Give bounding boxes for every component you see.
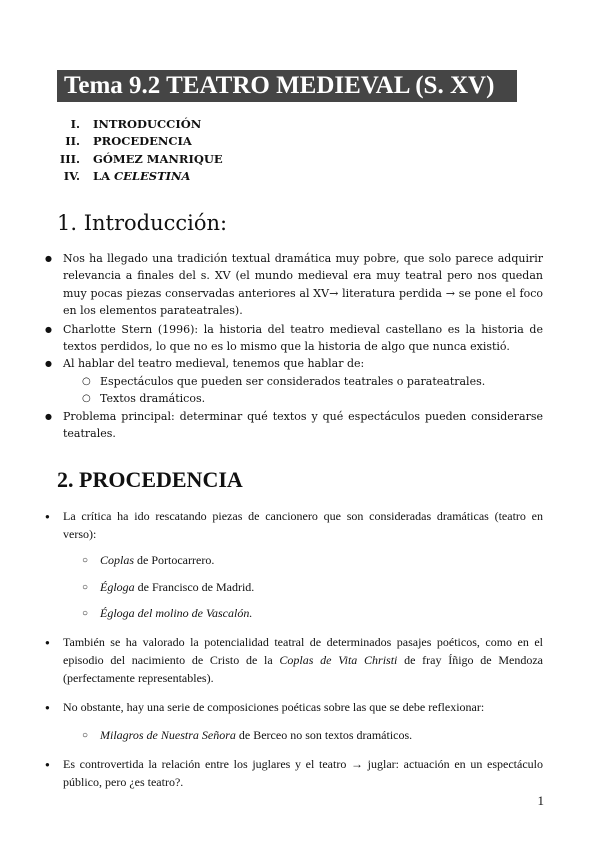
toc-number: III.	[59, 151, 80, 166]
work-author: de Francisco de Madrid.	[134, 579, 255, 594]
list-item: ● No obstante, hay una serie de composiciones poéticas sobre las que se debe reflexionar:	[0, 699, 543, 717]
procedencia-list	[0, 508, 543, 791]
sub-list-item	[0, 727, 543, 744]
table-of-contents	[50, 115, 223, 185]
work-title: Égloga	[100, 579, 135, 594]
toc-text-prefix: LA	[93, 169, 115, 184]
section-heading-procedencia: 2. PROCEDENCIA	[57, 467, 243, 492]
toc-number: IV.	[63, 169, 80, 184]
toc-text	[93, 169, 190, 183]
sub-list-item	[0, 552, 543, 569]
text-part: También se ha valorado la potencialidad teatral de determinados pasajes poéticos, como en el episodio del nacimiento de Cristo de la	[63, 635, 543, 667]
page-number: 1	[537, 793, 544, 808]
sub-list-item: ○ Textos dramáticos.	[0, 390, 543, 407]
toc-text: PROCEDENCIA	[93, 134, 192, 149]
list-item: ● Al hablar del teatro medieval, tenemos que hablar de:	[0, 355, 543, 372]
work-title: Coplas de Vita Christi	[279, 653, 398, 667]
toc-text: GÓMEZ MANRIQUE	[93, 151, 223, 166]
work-title: Égloga del molino de Vascalón.	[100, 606, 253, 620]
text-part: de fray Íñigo de Mendoza (perfectamente representables).	[63, 653, 543, 685]
list-item	[0, 634, 543, 687]
list-item: ● Charlotte Stern (1996): la historia del teatro medieval castellano es la historia de textos perdidos, lo que no es lo mismo que la historia de algo que nunca existió.	[0, 321, 543, 356]
sub-list-item	[0, 605, 543, 622]
work-author: de Berceo no son textos dramáticos.	[235, 727, 413, 742]
work-title: Coplas	[100, 553, 135, 568]
toc-item	[50, 150, 223, 168]
list-item: ● Problema principal: determinar qué textos y qué espectáculos pueden considerarse teatrales.	[0, 408, 543, 443]
toc-item	[50, 133, 223, 151]
list-item: ● Nos ha llegado una tradición textual dramática muy pobre, que solo parece adquirir relevancia a finales del s. XV (el mundo medieval era muy teatral pero nos quedan muy pocas piezas conservadas anteriores al XV→ literatura perdida → se pone el foco en los elementos parateatrales).	[0, 250, 543, 320]
list-item: ● La crítica ha ido rescatando piezas de cancionero que son consideradas dramáticas (teatro en verso):	[0, 508, 543, 543]
work-author: de Portocarrero.	[134, 553, 215, 568]
toc-text-italic: CELESTINA	[114, 169, 191, 184]
sub-list-item	[0, 579, 543, 596]
list-item: ● Es controvertida la relación entre los juglares y el teatro → juglar: actuación en un espectáculo público, pero ¿es teatro?.	[0, 756, 543, 791]
toc-number: I.	[70, 116, 80, 131]
toc-item	[50, 168, 223, 186]
toc-text: INTRODUCCIÓN	[93, 116, 202, 131]
document-title: Tema 9.2 TEATRO MEDIEVAL (S. XV)	[57, 70, 517, 102]
work-title: Milagros de Nuestra Señora	[100, 727, 236, 742]
intro-list	[0, 250, 543, 442]
toc-item	[50, 115, 223, 133]
section-heading-introduccion: 1. Introducción:	[57, 211, 228, 235]
toc-number: II.	[65, 134, 80, 149]
sub-list-item: ○ Espectáculos que pueden ser considerados teatrales o parateatrales.	[0, 373, 543, 390]
